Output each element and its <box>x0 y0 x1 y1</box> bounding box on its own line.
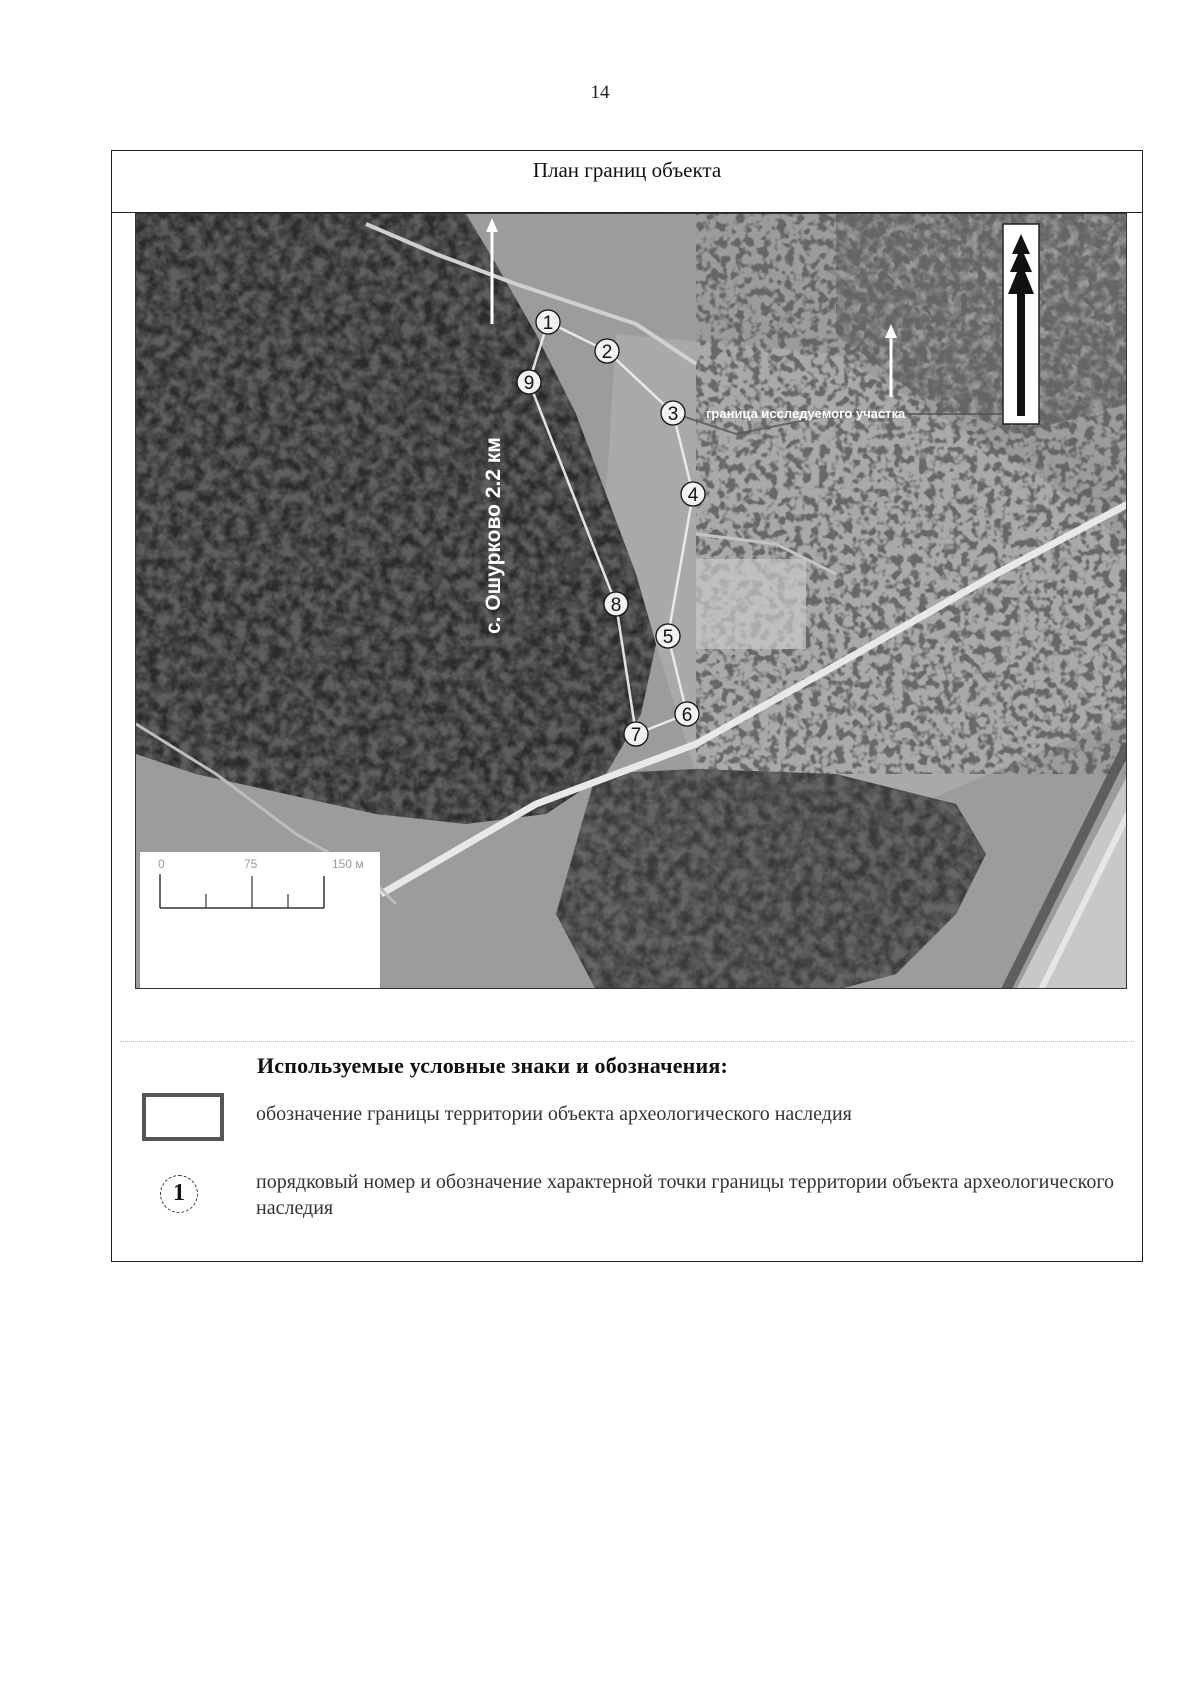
legend-separator <box>120 1041 1134 1042</box>
legend-text-boundary: обозначение границы территории объекта археологического наследия <box>256 1103 852 1125</box>
boundary-point-9 <box>517 370 541 394</box>
boundary-point-1 <box>536 310 560 334</box>
map-canvas <box>136 214 1127 989</box>
boundary-point-7 <box>624 722 648 746</box>
satellite-map <box>135 213 1127 989</box>
svg-text:8: 8 <box>610 595 622 616</box>
scale-label-150: 150 м <box>332 857 364 871</box>
svg-text:1: 1 <box>542 313 554 334</box>
map-frame <box>111 150 1143 1262</box>
scale-bar <box>140 852 380 988</box>
page-number: 14 <box>590 82 610 103</box>
rectangle-icon <box>142 1093 224 1141</box>
svg-text:2: 2 <box>601 342 613 363</box>
circle-number-icon: 1 <box>160 1175 198 1213</box>
scale-label-0: 0 <box>158 857 165 871</box>
svg-text:3: 3 <box>667 404 679 425</box>
settlement-direction-label: с. Ошурково 2.2 км <box>482 437 505 634</box>
svg-text:9: 9 <box>523 373 535 394</box>
svg-text:4: 4 <box>687 485 699 506</box>
svg-text:7: 7 <box>630 725 642 746</box>
boundary-point-5 <box>656 624 680 648</box>
scale-label-75: 75 <box>244 857 258 871</box>
svg-text:5: 5 <box>662 627 674 648</box>
boundary-point-3 <box>661 401 685 425</box>
legend-heading: Используемые условные знаки и обозначения: <box>257 1053 729 1078</box>
north-arrow-icon <box>1003 224 1039 424</box>
boundary-point-6 <box>675 702 699 726</box>
boundary-point-4 <box>681 482 705 506</box>
map-title: План границ объекта <box>112 151 1142 213</box>
legend-text-point: порядковый номер и обозначение характерной точки границы территории объекта археологического наследия <box>256 1171 1115 1219</box>
boundary-point-2 <box>595 339 619 363</box>
boundary-point-8 <box>604 592 628 616</box>
svg-text:6: 6 <box>681 705 693 726</box>
boundary-label: граница исследуемого участка <box>706 406 906 421</box>
